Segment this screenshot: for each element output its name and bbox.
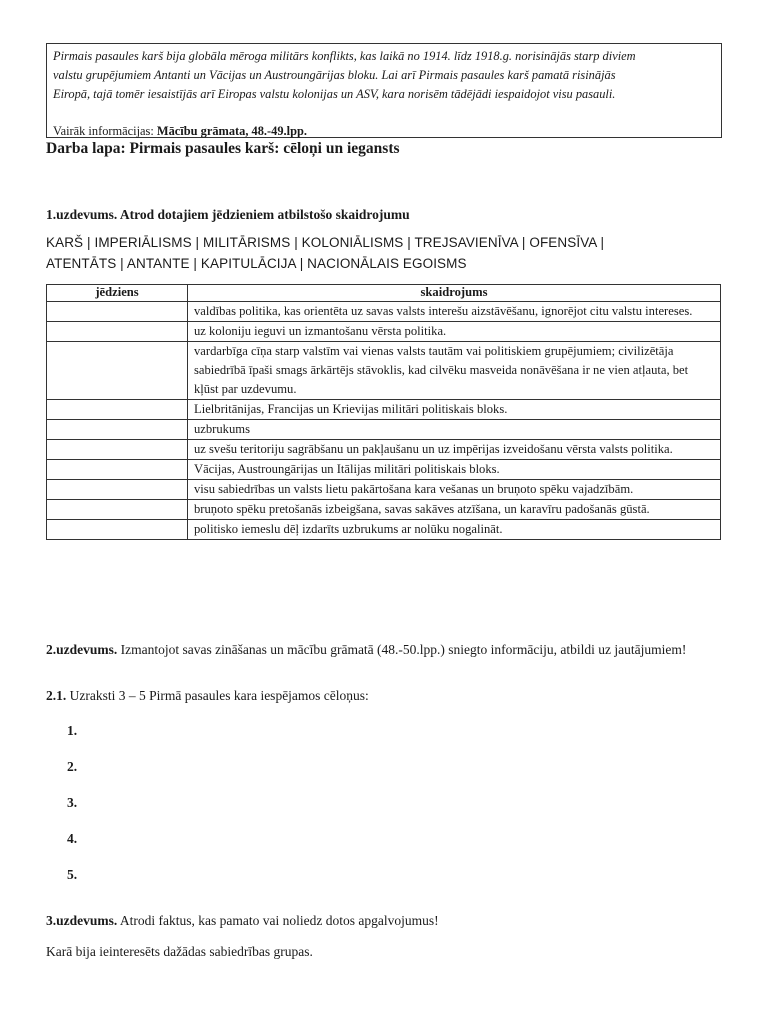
term-cell[interactable] [47,500,188,520]
term-list [46,233,726,274]
explanation-cell: uz koloniju ieguvi un izmantošanu vērsta politika. [188,322,721,342]
more-info-reference: Mācību grāmata, 48.-49.lpp. [156,124,307,138]
explanation-cell: bruņoto spēku pretošanās izbeigšana, savas sakāves atzīšana, un karavīru padošanās gūstā. [188,500,721,520]
table-row [47,500,721,520]
term-cell[interactable] [47,520,188,540]
term-cell[interactable] [47,460,188,480]
term-list-line-1: KARŠ | IMPERIĀLISMS | MILITĀRISMS | KOLONIĀLISMS | TREJSAVIENĪVA | OFENSĪVA | [46,235,605,250]
task3-label: 3.uzdevums. [46,913,118,928]
answer-number-5: 5. [67,867,78,882]
page-title: Darba lapa: Pirmais pasaules karš: cēloņi un iegansts [46,140,400,157]
table-row [47,440,721,460]
intro-line-3: Eiropā, tajā tomēr iesaistījās arī Eiropas valstu kolonijas un ASV, kara norisēm tādējādi iespaidojot visu pasauli. [53,87,616,101]
explanation-cell: Lielbritānijas, Francijas un Krievijas militāri politiskais bloks. [188,400,721,420]
answer-number-4: 4. [67,831,78,846]
term-cell[interactable] [47,322,188,342]
explanation-cell: politisko iemeslu dēļ izdarīts uzbrukums ar nolūku nogalināt. [188,520,721,540]
task2-1-label: 2.1. [46,688,67,703]
more-info-label: Vairāk informācijas: [53,124,157,138]
term-cell[interactable] [47,342,188,400]
task2-instructions [46,640,716,659]
table-row [47,480,721,500]
table-row [47,302,721,322]
explanation-cell: vardarbīga cīņa starp valstīm vai vienas valsts tautām vai politiskiem grupējumiem; civilizētāja sabiedrībā īpaši smags ārkārtējs stāvoklis, kad cilvēku masveida nonāvēšana ir ne vien atļauta, bet kļūst par uzdevumu. [188,342,721,400]
more-info [53,122,307,141]
task2-1-prompt [46,688,369,704]
intro-line-1: Pirmais pasaules karš bija globāla mēroga militārs konflikts, kas laikā no 1914. līdz 1918.g. norisinājās starp diviem [53,49,636,63]
task3-claim: Karā bija ieinteresēts dažādas sabiedrības grupas. [46,944,313,959]
task1-heading: 1.uzdevums. Atrod dotajiem jēdzieniem atbilstošo skaidrojumu [46,207,410,222]
term-cell[interactable] [47,420,188,440]
definitions-table [46,284,721,540]
task3-text: Atrodi faktus, kas pamato vai noliedz dotos apgalvojumus! [117,913,439,928]
table-row [47,400,721,420]
table-row [47,420,721,440]
task2-label: 2.uzdevums. [46,642,118,657]
answer-number-2: 2. [67,759,78,774]
explanation-cell: visu sabiedrības un valsts lietu pakārtošana kara vešanas un bruņoto spēku vajadzībām. [188,480,721,500]
term-cell[interactable] [47,440,188,460]
table-row [47,520,721,540]
answer-number-1: 1. [67,723,78,738]
term-cell[interactable] [47,302,188,322]
task2-1-text: Uzraksti 3 – 5 Pirmā pasaules kara iespējamos cēloņus: [66,688,369,703]
term-cell[interactable] [47,480,188,500]
term-cell[interactable] [47,400,188,420]
intro-line-2: valstu grupējumiem Antanti un Vācijas un Austroungārijas bloku. Lai arī Pirmais pasaules karš pamatā risinājās [53,68,616,82]
column-header-term: jēdziens [47,285,188,302]
table-body [47,302,721,540]
column-header-explanation: skaidrojums [188,285,721,302]
explanation-cell: Vācijas, Austroungārijas un Itālijas militāri politiskais bloks. [188,460,721,480]
term-list-line-2: ATENTĀTS | ANTANTE | KAPITULĀCIJA | NACIONĀLAIS EGOISMS [46,255,467,271]
explanation-cell: uz svešu teritoriju sagrābšanu un pakļaušanu un uz impērijas izveidošanu vērsta valsts politika. [188,440,721,460]
table-header-row [47,285,721,302]
table-row [47,342,721,400]
explanation-cell: uzbrukums [188,420,721,440]
intro-box [46,43,722,138]
table-row [47,322,721,342]
explanation-cell: valdības politika, kas orientēta uz savas valsts interešu aizstāvēšanu, ignorējot citu valstu intereses. [188,302,721,322]
task2-text: Izmantojot savas zināšanas un mācību grāmatā (48.-50.lpp.) sniegto informāciju, atbildi uz jautājumiem! [117,642,687,657]
task3-instructions [46,913,439,929]
table-row [47,460,721,480]
answer-number-3: 3. [67,795,78,810]
